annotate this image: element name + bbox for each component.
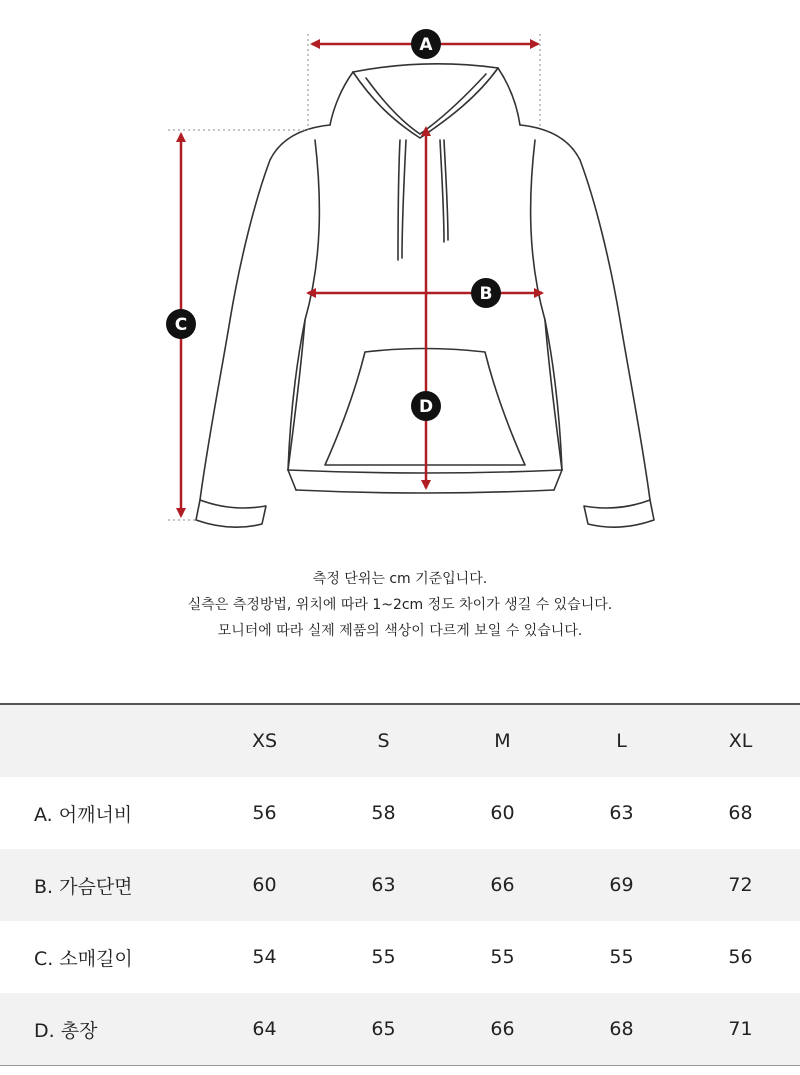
note-tolerance: 실측은 측정방법, 위치에 따라 1~2cm 정도 차이가 생길 수 있습니다. [187,597,613,613]
cell-value: 68 [728,802,753,824]
size-table [0,703,800,1066]
cell-value: 63 [609,802,634,824]
cell-value: 69 [562,849,681,921]
row-label: B. 가슴단면 [0,849,205,921]
header-s: S [324,704,443,777]
row-label: D. 총장 [0,993,205,1066]
cell-value: 56 [728,946,753,968]
cell-value: 58 [371,802,396,824]
header-m: M [443,704,562,777]
cell-value: 66 [443,849,562,921]
cell-value: 63 [324,849,443,921]
marker-a-label: A [419,35,433,55]
cell-value: 71 [681,993,800,1066]
cell-value: 55 [609,946,634,968]
marker-d-label: D [418,397,434,417]
cell-value: 55 [371,946,396,968]
cell-value: 68 [562,993,681,1066]
cell-value: 60 [205,849,324,921]
marker-b [471,278,501,308]
header-xl: XL [681,704,800,777]
cell-value: 56 [252,802,277,824]
measurement-notes [0,566,800,644]
cell-value: 66 [443,993,562,1066]
header-empty-cell [0,704,205,777]
cell-value: 65 [324,993,443,1066]
cell-value: 64 [205,993,324,1066]
size-table-header [0,704,800,777]
cell-value: 60 [490,802,515,824]
cell-value: 72 [681,849,800,921]
table-row [0,849,800,921]
row-label: A. 어깨너비 [34,803,133,826]
table-row [0,777,800,849]
marker-c [166,309,196,339]
table-row [0,921,800,993]
cell-value: 55 [490,946,515,968]
row-label: C. 소매길이 [34,947,133,970]
marker-c-label: C [174,315,188,335]
note-unit: 측정 단위는 cm 기준입니다. [312,571,488,587]
marker-d [411,391,441,421]
marker-b-label: B [479,284,493,304]
table-row [0,993,800,1066]
cell-value: 54 [252,946,277,968]
header-xs: XS [205,704,324,777]
header-l: L [562,704,681,777]
guide-lines [168,34,540,520]
marker-a [411,29,441,59]
note-color: 모니터에 따라 실제 제품의 색상이 다르게 보일 수 있습니다. [217,623,583,639]
